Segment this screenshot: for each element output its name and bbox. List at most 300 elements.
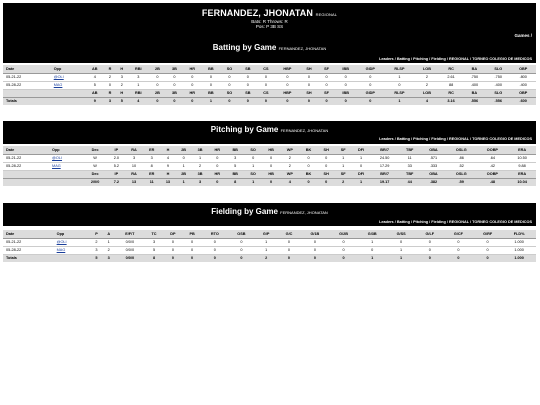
column-header: BR/7 bbox=[371, 146, 399, 154]
fielding-nav-links[interactable] bbox=[379, 220, 532, 224]
stat-cell: 0 bbox=[277, 238, 300, 246]
column-header: LOB bbox=[415, 89, 440, 97]
stat-cell: 5 bbox=[226, 162, 244, 170]
column-header: BB bbox=[202, 65, 221, 73]
totals-cell: .556 bbox=[463, 97, 486, 105]
column-header: SB bbox=[239, 65, 257, 73]
nav-link[interactable]: REGIONAL bbox=[449, 220, 469, 224]
stat-cell: 2.0 bbox=[108, 154, 125, 162]
stat-cell: 1 bbox=[244, 162, 262, 170]
stat-cell: 3 bbox=[125, 154, 143, 162]
totals-cell: 2 bbox=[335, 178, 351, 186]
column-header: G/SS bbox=[387, 230, 416, 238]
nav-link[interactable]: Batting bbox=[396, 220, 410, 224]
column-header: HBP bbox=[275, 65, 300, 73]
column-header: DFI bbox=[351, 146, 370, 154]
stat-cell: .64 bbox=[477, 154, 509, 162]
stat-cell: 0 bbox=[444, 246, 473, 254]
column-header: H bbox=[160, 170, 175, 178]
column-header: RBI bbox=[128, 65, 149, 73]
column-header: R bbox=[104, 89, 116, 97]
player-meta bbox=[3, 19, 536, 29]
positions: Pos: P 3B SS bbox=[255, 24, 284, 29]
column-header: Date bbox=[3, 65, 51, 73]
stat-cell: 0 bbox=[300, 81, 318, 89]
column-header: 2B bbox=[175, 146, 191, 154]
stat-cell: 2 bbox=[415, 73, 440, 81]
column-header: BB bbox=[226, 146, 244, 154]
opponent-cell[interactable] bbox=[51, 73, 86, 81]
stat-cell: 0 bbox=[329, 246, 358, 254]
stat-cell: 9 bbox=[160, 162, 175, 170]
column-header: 2B bbox=[149, 89, 166, 97]
stat-cell: 4 bbox=[160, 154, 175, 162]
totals-cell: 8 bbox=[226, 178, 244, 186]
column-header: SLG bbox=[486, 65, 510, 73]
column-header: G/P bbox=[255, 230, 278, 238]
totals-row bbox=[3, 254, 536, 262]
totals-cell: .59 bbox=[446, 178, 477, 186]
column-header: RC bbox=[439, 89, 462, 97]
stat-cell: 1 bbox=[335, 154, 351, 162]
column-header: RA bbox=[125, 170, 143, 178]
totals-cell: 0 bbox=[163, 254, 182, 262]
column-header: HR bbox=[208, 170, 226, 178]
column-header: TC bbox=[145, 230, 164, 238]
stat-cell: 3 bbox=[128, 73, 149, 81]
column-header: SO bbox=[220, 65, 239, 73]
stat-cell: .400 bbox=[510, 81, 536, 89]
stat-cell: 0 bbox=[329, 238, 358, 246]
totals-cell: Totals bbox=[3, 254, 54, 262]
opponent-cell[interactable] bbox=[49, 154, 83, 162]
opponent-link[interactable]: MAG bbox=[52, 164, 61, 168]
column-header: BA bbox=[463, 65, 486, 73]
opponent-cell[interactable] bbox=[54, 238, 91, 246]
column-header: BK bbox=[300, 170, 318, 178]
stat-cell: 33 bbox=[398, 162, 421, 170]
pitching-nav-links[interactable] bbox=[379, 137, 532, 141]
header-row bbox=[3, 146, 536, 154]
stat-cell: 3 bbox=[90, 246, 102, 254]
totals-cell: .600 bbox=[510, 97, 536, 105]
column-header: HBP bbox=[275, 89, 300, 97]
totals-cell: 0 bbox=[416, 254, 444, 262]
nav-separator: / bbox=[445, 137, 449, 141]
stat-cell: 0 bbox=[275, 73, 300, 81]
table-row bbox=[3, 73, 536, 81]
stat-cell: 0/0/0 bbox=[115, 246, 145, 254]
opponent-cell[interactable] bbox=[54, 246, 91, 254]
stat-cell: 5.2 bbox=[108, 162, 125, 170]
totals-cell: 3 bbox=[104, 97, 116, 105]
column-header: ER bbox=[143, 146, 160, 154]
column-header: WP bbox=[280, 170, 299, 178]
totals-cell: 3.16 bbox=[439, 97, 462, 105]
stat-cell: 0 bbox=[351, 162, 370, 170]
stat-cell: 0 bbox=[473, 238, 502, 246]
stat-cell: 0 bbox=[220, 81, 239, 89]
stat-cell: 0 bbox=[301, 238, 330, 246]
opponent-link[interactable]: MAG bbox=[53, 83, 63, 87]
totals-cell bbox=[54, 254, 91, 262]
column-header: AB bbox=[85, 65, 104, 73]
stat-cell: .800 bbox=[510, 73, 536, 81]
stat-cell: 11 bbox=[398, 154, 421, 162]
column-header: BR/7 bbox=[371, 170, 399, 178]
column-header: BK bbox=[300, 146, 318, 154]
nav-link[interactable]: Leaders bbox=[379, 57, 394, 61]
totals-cell: 1 bbox=[384, 97, 414, 105]
stat-cell: 0 bbox=[317, 162, 334, 170]
column-header: Opp bbox=[54, 230, 91, 238]
stat-cell: 0 bbox=[473, 246, 502, 254]
column-header: RBI bbox=[128, 89, 149, 97]
column-header: OBA bbox=[421, 146, 446, 154]
nav-link[interactable]: TORNEO COLEGIO DE MEDICOS bbox=[472, 57, 532, 61]
totals-cell bbox=[49, 178, 83, 186]
stat-cell: 0 bbox=[163, 238, 182, 246]
stat-cell: 0/0/0 bbox=[115, 238, 145, 246]
totals-cell: .48 bbox=[477, 178, 509, 186]
column-header: SB bbox=[239, 89, 257, 97]
stat-cell: 0 bbox=[358, 246, 387, 254]
column-header: HR bbox=[183, 65, 202, 73]
stat-cell: 0 bbox=[317, 154, 334, 162]
column-header: RC bbox=[439, 65, 462, 73]
column-header: 3B bbox=[192, 146, 208, 154]
nav-link[interactable]: Fielding bbox=[431, 137, 446, 141]
column-header: RLSP bbox=[384, 65, 414, 73]
nav-link[interactable]: Pitching bbox=[413, 57, 429, 61]
nav-separator: / bbox=[445, 57, 449, 61]
player-name: FERNANDEZ, JHONATAN REGIONAL bbox=[201, 8, 338, 18]
date-cell: 05-21-22 bbox=[3, 73, 51, 81]
nav-link[interactable]: REGIONAL bbox=[449, 57, 469, 61]
stat-cell: 0 bbox=[163, 246, 182, 254]
totals-cell: 0 bbox=[228, 254, 255, 262]
nav-separator: / bbox=[393, 57, 397, 61]
stat-cell: 1 bbox=[102, 238, 115, 246]
totals-cell: 9 bbox=[85, 97, 104, 105]
column-header: HB bbox=[262, 146, 280, 154]
column-header: SH bbox=[317, 170, 334, 178]
nav-link[interactable]: TORNEO COLEGIO DE MEDICOS bbox=[472, 220, 532, 224]
column-header: IBB bbox=[335, 65, 356, 73]
stat-cell: 3 bbox=[116, 73, 128, 81]
pitching-section-header bbox=[3, 121, 536, 144]
stat-cell: 0 bbox=[416, 238, 444, 246]
totals-cell: 0 bbox=[202, 254, 228, 262]
column-header: Opp bbox=[49, 146, 83, 154]
date-cell: 05-21-22 bbox=[3, 238, 54, 246]
stat-cell: 5 bbox=[145, 246, 164, 254]
fielding-title: Fielding by Game FERNANDEZ, JHONATAN bbox=[211, 207, 328, 216]
totals-cell: 0 bbox=[277, 254, 300, 262]
column-header: H bbox=[116, 89, 128, 97]
opponent-cell[interactable] bbox=[49, 162, 83, 170]
batting-title: Batting by Game FERNANDEZ, JHONATAN bbox=[212, 43, 327, 52]
column-header bbox=[3, 170, 49, 178]
stat-cell: 0 bbox=[416, 246, 444, 254]
column-header: G/LF bbox=[416, 230, 444, 238]
column-header: LOB bbox=[415, 65, 440, 73]
stat-cell: 0 bbox=[257, 81, 275, 89]
opponent-cell[interactable] bbox=[51, 81, 86, 89]
column-header: RA bbox=[125, 146, 143, 154]
column-header: OBP bbox=[510, 89, 536, 97]
pitching-table bbox=[3, 146, 536, 186]
totals-cell: 1 bbox=[358, 254, 387, 262]
totals-cell: 4 bbox=[128, 97, 149, 105]
totals-cell: 0 bbox=[166, 97, 183, 105]
stat-cell: 5 bbox=[85, 81, 104, 89]
totals-cell: 0 bbox=[220, 97, 239, 105]
stat-cell: 0 bbox=[257, 73, 275, 81]
header-row bbox=[3, 230, 536, 238]
stat-cell: 2 bbox=[280, 154, 299, 162]
stat-cell: 9.88 bbox=[508, 162, 536, 170]
nav-link[interactable]: REGIONAL bbox=[449, 137, 469, 141]
player-team: REGIONAL bbox=[315, 12, 338, 17]
column-header: SH bbox=[300, 65, 318, 73]
stat-cell: 0 bbox=[202, 81, 221, 89]
totals-cell: 0 bbox=[335, 97, 356, 105]
stat-cell: 1.000 bbox=[502, 238, 536, 246]
opponent-link[interactable]: @OLI bbox=[53, 75, 64, 79]
column-header: 3B bbox=[166, 65, 183, 73]
nav-separator: / bbox=[428, 137, 432, 141]
column-header: HR bbox=[208, 146, 226, 154]
opponent-link[interactable]: @OLI bbox=[56, 240, 67, 244]
nav-separator: / bbox=[468, 137, 473, 141]
stat-cell: 1 bbox=[255, 238, 278, 246]
totals-cell: 0 bbox=[208, 178, 226, 186]
column-header: ERA bbox=[508, 170, 536, 178]
column-header: E/F/T bbox=[115, 230, 145, 238]
stat-cell: 2 bbox=[116, 81, 128, 89]
repeat-header-row bbox=[3, 89, 536, 97]
totals-cell: 44 bbox=[398, 178, 421, 186]
stat-cell: 0 bbox=[183, 246, 202, 254]
nav-link[interactable]: Leaders bbox=[379, 220, 394, 224]
stat-cell: 0 bbox=[384, 81, 414, 89]
stat-cell: .86 bbox=[446, 154, 477, 162]
column-header: SF bbox=[335, 146, 351, 154]
column-header: BA bbox=[463, 89, 486, 97]
totals-cell: 1 bbox=[202, 97, 221, 105]
date-cell: 05-28-22 bbox=[3, 162, 49, 170]
totals-cell: 13 bbox=[125, 178, 143, 186]
stat-cell: 2 bbox=[104, 73, 116, 81]
stat-cell: 10 bbox=[125, 162, 143, 170]
totals-cell: 11 bbox=[143, 178, 160, 186]
stat-cell: 10.50 bbox=[508, 154, 536, 162]
nav-link[interactable]: Pitching bbox=[413, 137, 429, 141]
opponent-link[interactable]: @OLI bbox=[52, 156, 63, 160]
opponent-link[interactable]: MAG bbox=[56, 248, 66, 252]
stat-cell: 8 bbox=[143, 162, 160, 170]
stat-cell: 0 bbox=[183, 238, 202, 246]
column-header: H bbox=[160, 146, 175, 154]
column-header: OSB bbox=[228, 230, 255, 238]
stat-cell: 0 bbox=[444, 238, 473, 246]
column-header bbox=[51, 89, 86, 97]
stat-cell: 0 bbox=[166, 81, 183, 89]
stat-cell: 0 bbox=[208, 162, 226, 170]
nav-link[interactable]: Fielding bbox=[431, 220, 446, 224]
column-header: G/CF bbox=[444, 230, 473, 238]
stat-cell: 0 bbox=[239, 73, 257, 81]
stat-cell: 2 bbox=[192, 162, 208, 170]
column-header bbox=[49, 170, 83, 178]
stat-cell: W bbox=[83, 154, 108, 162]
stat-cell: .333 bbox=[421, 162, 446, 170]
bats-throws: Bats: R Throws: R bbox=[251, 19, 288, 24]
nav-separator: / bbox=[468, 220, 473, 224]
column-header: TBF bbox=[398, 170, 421, 178]
totals-cell: 0 bbox=[318, 97, 335, 105]
column-header: BB bbox=[226, 170, 244, 178]
column-header: H bbox=[116, 65, 128, 73]
stat-cell: 0 bbox=[387, 238, 416, 246]
stat-cell: 4 bbox=[85, 73, 104, 81]
stat-cell: 0 bbox=[335, 73, 356, 81]
nav-link[interactable]: Pitching bbox=[413, 220, 429, 224]
batting-nav-links[interactable] bbox=[379, 57, 532, 61]
stat-cell: 0 bbox=[262, 162, 280, 170]
column-header: SH bbox=[300, 89, 318, 97]
games-link[interactable]: Games / bbox=[514, 33, 532, 38]
totals-cell: 0 bbox=[239, 97, 257, 105]
stat-cell: 0 bbox=[228, 238, 255, 246]
table-row bbox=[3, 81, 536, 89]
stat-cell: .42 bbox=[477, 162, 509, 170]
column-header: SO bbox=[220, 89, 239, 97]
column-header: WP bbox=[280, 146, 299, 154]
stat-cell: 1 bbox=[335, 162, 351, 170]
stat-cell: 1 bbox=[255, 246, 278, 254]
totals-cell: 0 bbox=[257, 97, 275, 105]
column-header: GIDP bbox=[356, 65, 384, 73]
date-cell: 05-28-22 bbox=[3, 81, 51, 89]
totals-cell: 2/0/0 bbox=[83, 178, 108, 186]
totals-cell: 1 bbox=[351, 178, 370, 186]
column-header: ERA bbox=[508, 146, 536, 154]
totals-cell: 0 bbox=[183, 97, 202, 105]
stat-cell: 24.50 bbox=[371, 154, 399, 162]
date-cell: 05-28-22 bbox=[3, 246, 54, 254]
column-header: DFI bbox=[351, 170, 370, 178]
nav-separator: / bbox=[409, 137, 414, 141]
stat-cell: 2 bbox=[280, 162, 299, 170]
stat-cell: 1.000 bbox=[502, 246, 536, 254]
column-header: BB bbox=[202, 89, 221, 97]
totals-cell: .556 bbox=[486, 97, 510, 105]
column-header: CS bbox=[257, 65, 275, 73]
column-header: SO bbox=[244, 170, 262, 178]
stat-cell: 0 bbox=[300, 154, 318, 162]
nav-separator: / bbox=[393, 137, 397, 141]
stat-cell: 88 bbox=[439, 81, 462, 89]
stat-cell: 0 bbox=[300, 162, 318, 170]
totals-cell: 0 bbox=[300, 178, 318, 186]
stat-cell: 0 bbox=[228, 246, 255, 254]
fielding-section-header bbox=[3, 203, 536, 226]
totals-cell: 0 bbox=[473, 254, 502, 262]
stat-cell: .750 bbox=[463, 73, 486, 81]
column-header: SH bbox=[317, 146, 334, 154]
nav-separator: / bbox=[445, 220, 449, 224]
column-header: OSLG bbox=[446, 170, 477, 178]
table-row bbox=[3, 162, 536, 170]
pitching-title: Pitching by Game FERNANDEZ, JHONATAN bbox=[210, 125, 329, 134]
column-header: OBA bbox=[421, 170, 446, 178]
stat-cell: 1 bbox=[192, 154, 208, 162]
stat-cell: 3 bbox=[145, 238, 164, 246]
stat-cell: 0 bbox=[149, 81, 166, 89]
totals-cell: 13 bbox=[160, 178, 175, 186]
nav-link[interactable]: Fielding bbox=[431, 57, 446, 61]
stat-cell: 0 bbox=[202, 238, 228, 246]
totals-cell: 5 bbox=[90, 254, 102, 262]
nav-link[interactable]: TORNEO COLEGIO DE MEDICOS bbox=[472, 137, 532, 141]
stat-cell: 0 bbox=[208, 154, 226, 162]
nav-separator: / bbox=[428, 220, 432, 224]
batting-table bbox=[3, 65, 536, 105]
nav-link[interactable]: Batting bbox=[396, 57, 410, 61]
totals-cell: 0 bbox=[262, 178, 280, 186]
stat-cell: 0 bbox=[300, 73, 318, 81]
stat-cell: 0 bbox=[356, 73, 384, 81]
batting-section-header bbox=[3, 40, 536, 63]
stat-cell: 0 bbox=[175, 154, 191, 162]
column-header: Date bbox=[3, 230, 54, 238]
stat-cell: 0 bbox=[318, 73, 335, 81]
stat-cell: 2.61 bbox=[439, 73, 462, 81]
column-header: G/1B bbox=[301, 230, 330, 238]
column-header: IBB bbox=[335, 89, 356, 97]
totals-cell: 10.04 bbox=[508, 178, 536, 186]
stat-cell: 0 bbox=[166, 73, 183, 81]
column-header: G/RF bbox=[473, 230, 502, 238]
stat-cell: .52 bbox=[446, 162, 477, 170]
stat-cell: 1 bbox=[358, 238, 387, 246]
stat-cell: 0 bbox=[202, 73, 221, 81]
totals-cell: 0 bbox=[275, 97, 300, 105]
stat-cell: 0 bbox=[239, 81, 257, 89]
nav-link[interactable]: Leaders bbox=[379, 137, 394, 141]
nav-separator: / bbox=[393, 220, 397, 224]
totals-cell: 19.17 bbox=[371, 178, 399, 186]
table-row bbox=[3, 154, 536, 162]
table-row bbox=[3, 246, 536, 254]
totals-cell: 0 bbox=[356, 97, 384, 105]
totals-cell: 0 bbox=[301, 254, 330, 262]
stat-cell: 1 bbox=[175, 162, 191, 170]
stat-cell: 3 bbox=[226, 154, 244, 162]
stat-cell: 0 bbox=[318, 81, 335, 89]
column-header: G/2B bbox=[329, 230, 358, 238]
totals-cell: 0 bbox=[444, 254, 473, 262]
stat-cell: 0 bbox=[244, 154, 262, 162]
date-cell: 05-21-22 bbox=[3, 154, 49, 162]
column-header: TBF bbox=[398, 146, 421, 154]
column-header: 2B bbox=[175, 170, 191, 178]
stat-cell: 1 bbox=[387, 246, 416, 254]
column-header: AB bbox=[85, 89, 104, 97]
nav-link[interactable]: Batting bbox=[396, 137, 410, 141]
